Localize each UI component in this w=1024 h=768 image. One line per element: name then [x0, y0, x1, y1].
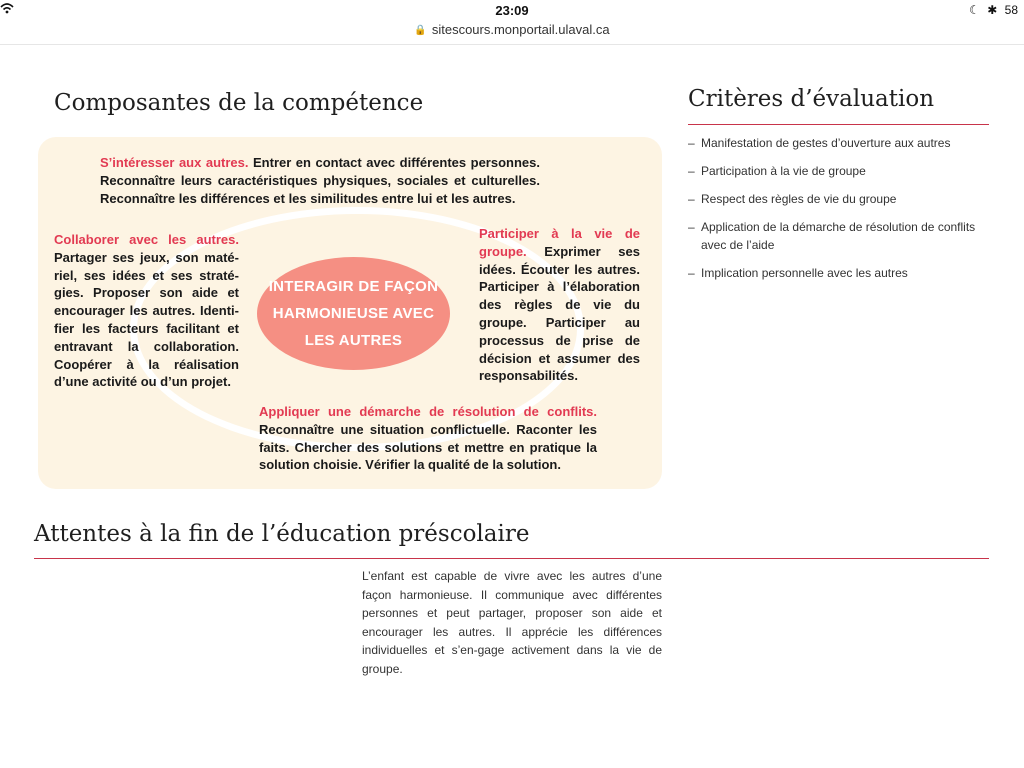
component-resolution-conflits — [259, 403, 597, 474]
component-text: Partager ses jeux, son maté-riel, ses idées et ses straté-gies. Proposer son aide et encourager les autres. Identi-fier les facteurs facilitant et entravant la collaboration. Coopérer à la réalisation d’une activité ou d’un projet. — [54, 249, 239, 390]
component-collaborer — [54, 231, 239, 391]
criteres-divider — [688, 124, 989, 125]
critere-item: – Participation à la vie de groupe — [688, 162, 988, 180]
component-text: Reconnaître une situation conflictuelle. Raconter les faits. Chercher des solutions et mettre en pratique la solution choisie. Vérifier la qualité de la solution. — [259, 421, 597, 473]
bluetooth-icon: ✱ — [987, 3, 998, 17]
lock-icon: 🔒 — [414, 25, 427, 36]
central-competence-label: INTERAGIR DE FAÇON HARMONIEUSE AVEC LES AUTRES — [268, 278, 439, 349]
component-s-interesser — [100, 154, 540, 207]
component-title: Appliquer une démarche de résolution de conflits. — [259, 404, 597, 419]
component-text: Exprimer ses idées. Écouter les autres. Participer à l’élaboration des règles de vie du groupe. Participer au processus de prise de décision et assumer des responsabilités. — [479, 243, 640, 384]
criteres-title: Critères d’évaluation — [688, 86, 935, 112]
component-title: S’intéresser aux autres. — [100, 155, 249, 170]
address-bar[interactable] — [0, 22, 1024, 37]
component-title: Participer à la vie de groupe. — [479, 226, 640, 259]
url-text: sitescours.monportail.ulaval.ca — [431, 22, 610, 37]
composantes-title: Composantes de la compétence — [54, 90, 424, 116]
clock: 23:09 — [495, 3, 529, 18]
attentes-text: L’enfant est capable de vivre avec les autres d’une façon harmonieuse. Il communique avec différentes personnes et peut partager, proposer son aide et encourager les autres. Il apprécie les différences individuelles et s’en-gage activement dans la vie de groupe. — [362, 569, 662, 676]
competence-diagram — [38, 137, 662, 489]
battery-level: 58 — [1004, 3, 1018, 17]
attentes-title: Attentes à la fin de l’éducation préscolaire — [34, 521, 530, 547]
status-icons — [965, 3, 1018, 17]
central-competence — [257, 257, 450, 370]
critere-item: – Implication personnelle avec les autres — [688, 264, 988, 282]
critere-item: – Manifestation de gestes d’ouverture aux autres — [688, 134, 988, 152]
component-participer — [479, 225, 640, 385]
component-title: Collaborer avec les autres. — [54, 232, 239, 247]
component-text: Entrer en contact avec différentes personnes. Reconnaître leurs caractéristiques physiques, sociales et culturelles. Reconnaître les différences et les similitudes entre lui et les autres. — [100, 155, 540, 206]
critere-item: – Application de la démarche de résolution de conflits avec de l’aide — [688, 218, 988, 254]
attentes-divider — [34, 558, 989, 559]
moon-icon: ☾ — [969, 3, 980, 17]
status-bar — [0, 0, 1024, 45]
critere-item: – Respect des règles de vie du groupe — [688, 190, 988, 208]
criteres-list — [688, 134, 988, 292]
